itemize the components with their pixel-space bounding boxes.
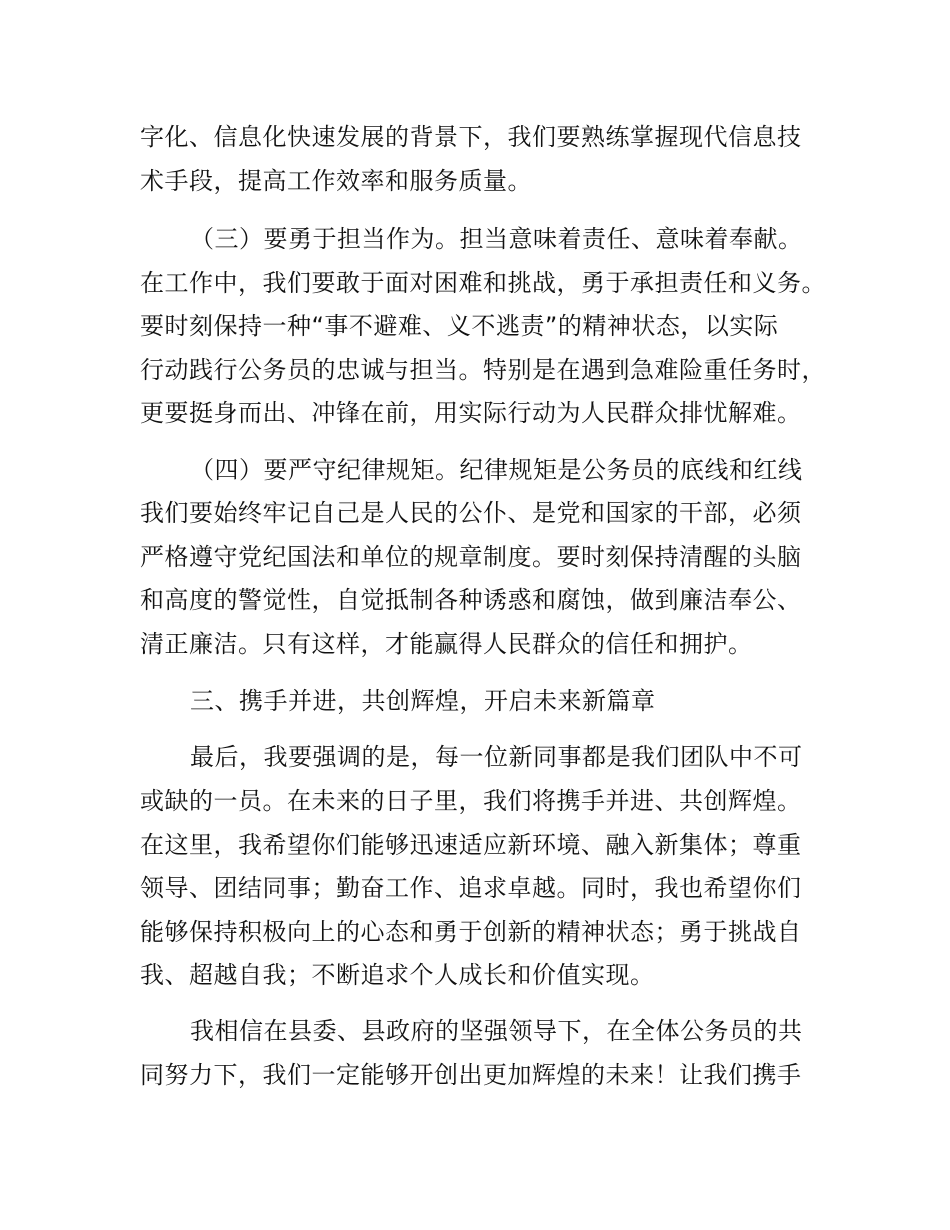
text-line: 术手段，提高工作效率和服务质量。 <box>140 167 532 195</box>
text-line: 行动践行公务员的忠诚与担当。特别是在遇到急难险重任务时， <box>140 356 826 384</box>
text-line: 更要挺身而出、冲锋在前，用实际行动为人民群众排忧解难。 <box>140 399 802 427</box>
paragraph-start: 最后，我要强调的是，每一位新同事都是我们团队中不可 <box>190 743 803 771</box>
text-line: 我、超越自我；不断追求个人成长和价值实现。 <box>140 961 655 989</box>
text-line: 领导、团结同事；勤奋工作、追求卓越。同时，我也希望你们 <box>140 874 802 902</box>
text-line: 或缺的一员。在未来的日子里，我们将携手并进、共创辉煌。 <box>140 787 802 815</box>
text-line: 在工作中，我们要敢于面对困难和挑战，勇于承担责任和义务。 <box>140 269 826 297</box>
text-line: 我们要始终牢记自己是人民的公仆、是党和国家的干部，必须 <box>140 499 802 527</box>
paragraph-start: 我相信在县委、县政府的坚强领导下，在全体公务员的共 <box>190 1017 803 1045</box>
text-line: 清正廉洁。只有这样，才能赢得人民群众的信任和拥护。 <box>140 630 753 658</box>
text-line: 严格遵守党纪国法和单位的规章制度。要时刻保持清醒的头脑 <box>140 543 802 571</box>
chapter-heading: 三、携手并进，共创辉煌，开启未来新篇章 <box>190 687 656 715</box>
section-heading-3: （三）要勇于担当作为。担当意味着责任、意味着奉献。 <box>190 225 803 253</box>
text-line: 同努力下，我们一定能够开创出更加辉煌的未来！让我们携手 <box>140 1061 802 1089</box>
section-heading-4: （四）要严守纪律规矩。纪律规矩是公务员的底线和红线 <box>190 456 803 484</box>
text-line: 字化、信息化快速发展的背景下，我们要熟练掌握现代信息技 <box>140 123 802 151</box>
text-line: 要时刻保持一种“事不避难、义不逃责”的精神状态，以实际 <box>140 312 779 340</box>
text-line: 能够保持积极向上的心态和勇于创新的精神状态；勇于挑战自 <box>140 918 802 946</box>
text-line: 在这里，我希望你们能够迅速适应新环境、融入新集体；尊重 <box>140 831 802 859</box>
text-line: 和高度的警觉性，自觉抵制各种诱惑和腐蚀，做到廉洁奉公、 <box>140 586 802 614</box>
